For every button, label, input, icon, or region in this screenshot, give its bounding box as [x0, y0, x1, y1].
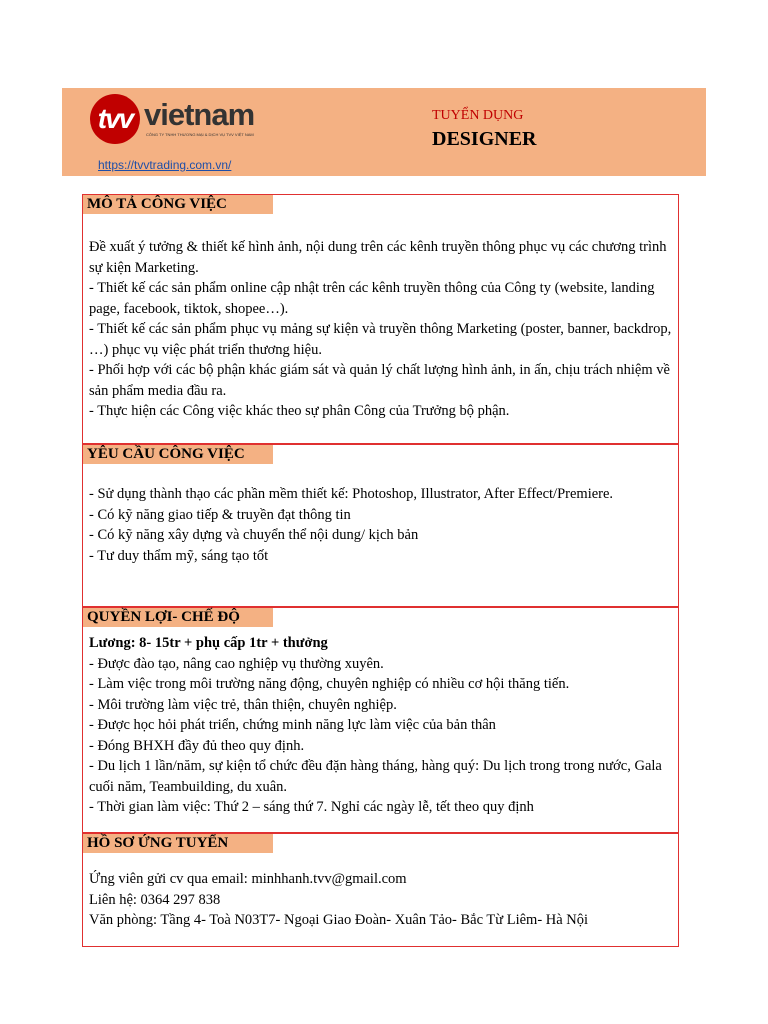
text-line: - Có kỹ năng xây dựng và chuyển thể nội dung/ kịch bản: [89, 527, 419, 543]
text-line: - Thiết kế các sản phẩm online cập nhật trên các kênh truyền thông của Công ty (website, landing page, facebook, tiktok, shopee…).: [89, 280, 655, 317]
job-title: DESIGNER: [432, 128, 537, 150]
text-line: - Được học hỏi phát triển, chứng minh năng lực làm việc của bản thân: [89, 717, 496, 733]
section-title: HỒ SƠ ỨNG TUYỂN: [83, 834, 273, 853]
office-address: Văn phòng: Tầng 4- Toà N03T7- Ngoại Giao Đoàn- Xuân Tảo- Bắc Từ Liêm- Hà Nội: [89, 912, 589, 928]
section-benefits: [82, 607, 679, 833]
section-title: YÊU CẦU CÔNG VIỆC: [83, 445, 273, 464]
section-requirements: [82, 444, 679, 607]
text-line: - Sử dụng thành thạo các phần mềm thiết kế: Photoshop, Illustrator, After Effect/Premiere.: [89, 486, 614, 502]
text-line: - Phối hợp với các bộ phận khác giám sát và quản lý chất lượng hình ảnh, in ấn, chịu trách nhiệm về sản phẩm media đầu ra.: [89, 362, 670, 399]
section-title: QUYỀN LỢI- CHẾ ĐỘ: [83, 608, 273, 627]
text-line: - Làm việc trong môi trường năng động, chuyên nghiệp có nhiều cơ hội thăng tiến.: [89, 676, 570, 692]
text-line: Đề xuất ý tưởng & thiết kế hình ảnh, nội dung trên các kênh truyền thông phục vụ các chương trình sự kiện Marketing.: [89, 239, 667, 276]
phone-line: Liên hệ: 0364 297 838: [89, 891, 221, 908]
section-body: [83, 853, 678, 931]
text-line: - Đóng BHXH đầy đủ theo quy định.: [89, 737, 305, 754]
section-body: [83, 627, 678, 818]
website-link[interactable]: https://tvvtrading.com.vn/: [98, 158, 232, 172]
section-description: [82, 194, 679, 444]
section-body: [83, 214, 678, 422]
logo-subtext: CÔNG TY TNHH THƯƠNG MẠI & DỊCH VỤ TVV VIỆT NAM: [146, 132, 254, 137]
text-line: - Thực hiện các Công việc khác theo sự phân Công của Trưởng bộ phận.: [89, 403, 510, 419]
text-line: - Thiết kế các sản phẩm phục vụ mảng sự kiện và truyền thông Marketing (poster, banner, backdrop, …) phục vụ việc phát triển thương hiệu.: [89, 321, 672, 358]
text-line: - Có kỹ năng giao tiếp & truyền đạt thông tin: [89, 506, 351, 523]
text-line: - Môi trường làm việc trẻ, thân thiện, chuyên nghiệp.: [89, 696, 397, 713]
header-banner: [62, 88, 706, 176]
section-application: [82, 833, 679, 947]
text-line: - Tư duy thẩm mỹ, sáng tạo tốt: [89, 547, 269, 564]
section-title: MÔ TẢ CÔNG VIỆC: [83, 195, 273, 214]
text-line: - Du lịch 1 lần/năm, sự kiện tổ chức đều đặn hàng tháng, hàng quý: Du lịch trong trong nước, Gala cuối năm, Teambuilding, du xuân.: [89, 758, 662, 795]
text-line: - Được đào tạo, nâng cao nghiệp vụ thường xuyên.: [89, 655, 384, 672]
email-line: Ứng viên gửi cv qua email: minhhanh.tvv@gmail.com: [89, 871, 407, 887]
salary-line: Lương: 8- 15tr + phụ cấp 1tr + thưởng: [89, 635, 328, 651]
logo-mark: tvv: [90, 94, 140, 144]
company-logo: [90, 94, 260, 158]
recruitment-label: TUYỂN DỤNG: [432, 108, 524, 123]
section-body: [83, 464, 678, 566]
text-line: - Thời gian làm việc: Thứ 2 – sáng thứ 7. Nghỉ các ngày lễ, tết theo quy định: [89, 799, 534, 815]
logo-wordmark: vietnam: [144, 97, 255, 132]
